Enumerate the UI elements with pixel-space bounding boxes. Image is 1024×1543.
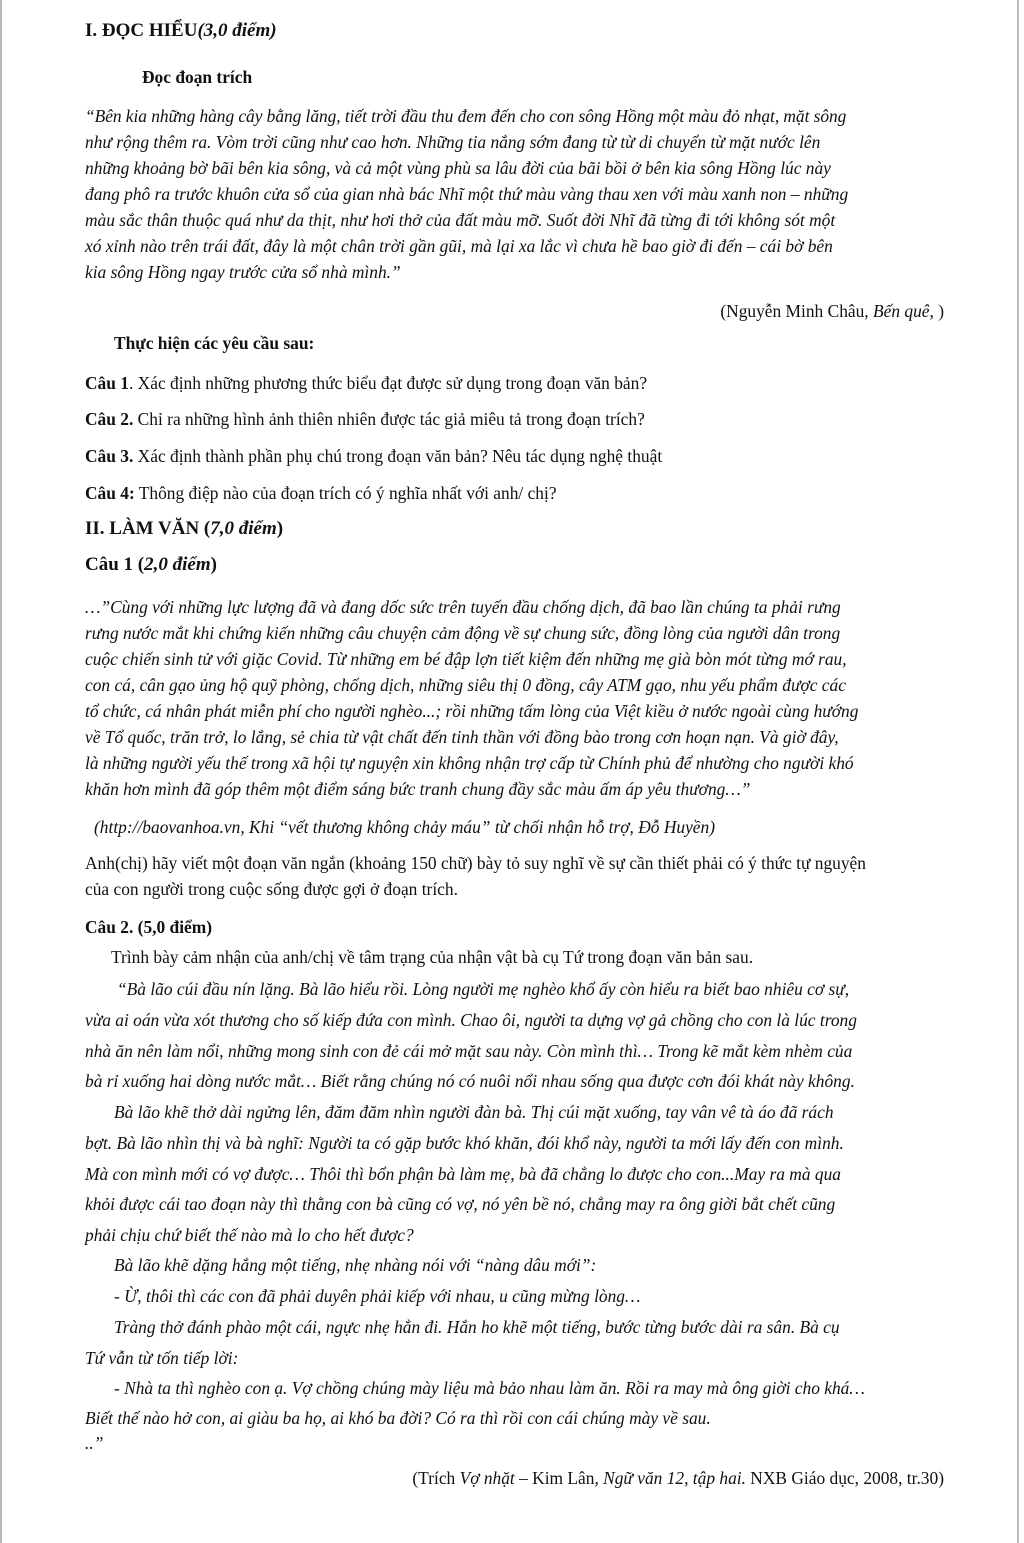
passage-1-line: như rộng thêm ra. Vòm trời cũng như cao hơn. Những tia nắng sớm đang từ từ di chuyển từ mặt nước lên — [85, 132, 821, 152]
cau-1-heading: Câu 1 (2,0 điểm) — [85, 554, 217, 575]
question-2: Câu 2. Chỉ ra những hình ảnh thiên nhiên được tác giả miêu tả trong đoạn trích? — [85, 409, 645, 429]
section-1-heading — [85, 20, 277, 42]
passage-1-line: những khoảng bờ bãi bên kia sông, và cả một vùng phù sa lâu đời của bãi bồi ở bên kia sông Hồng lúc này — [85, 158, 831, 178]
passage-2-line: con cá, cân gạo ủng hộ quỹ phòng, chống dịch, những siêu thị 0 đồng, cây ATM gạo, nhu yếu phẩm được các — [85, 675, 846, 695]
cau-2-prompt: Trình bày cảm nhận của anh/chị về tâm trạng của nhận vật bà cụ Tứ trong đoạn văn bản sau. — [111, 947, 754, 967]
passage-3-line: phải chịu chứ biết thế nào mà lo cho hết được? — [85, 1225, 414, 1245]
passage-2-line: rưng nước mắt khi chứng kiến những câu chuyện cảm động về sự chung sức, đồng lòng của người dân trong — [85, 623, 841, 643]
requirements-heading: Thực hiện các yêu cầu sau: — [114, 333, 315, 353]
passage-1-line: xó xỉnh nào trên trái đất, đây là một chân trời gần gũi, mà lại xa lắc vì chưa hề bao giờ đi đến – cái bờ bên — [85, 236, 833, 256]
passage-3-line: vừa ai oán vừa xót thương cho số kiếp đứa con mình. Chao ôi, người ta dựng vợ gả chồng cho con là lúc trong — [85, 1010, 857, 1030]
passage-2-line: là những người yếu thế trong xã hội tự nguyện xin không nhận trợ cấp từ Chính phủ để nhường cho người khó — [85, 753, 854, 773]
passage-3-line: Tứ vẫn từ tốn tiếp lời: — [85, 1348, 239, 1368]
right-edge-line — [1017, 0, 1019, 1543]
cau-1-prompt-line: của con người trong cuộc sống được gợi ở đoạn trích. — [85, 879, 458, 899]
passage-2-line: …”Cùng với những lực lượng đã và đang dốc sức trên tuyến đầu chống dịch, đã bao lần chúng ta phải rưng — [85, 597, 841, 617]
section-2-heading: II. LÀM VĂN (7,0 điểm) — [85, 518, 284, 539]
passage-3-citation: (Trích Vợ nhặt – Kim Lân, Ngữ văn 12, tập hai. NXB Giáo dục, 2008, tr.30) — [412, 1468, 944, 1488]
left-edge-line — [0, 0, 2, 1543]
passage-1-line: “Bên kia những hàng cây bằng lăng, tiết trời đầu thu đem đến cho con sông Hồng một màu đỏ nhạt, mặt sông — [85, 106, 847, 126]
question-3: Câu 3. Xác định thành phần phụ chú trong đoạn văn bản? Nêu tác dụng nghệ thuật — [85, 446, 663, 466]
passage-3-line: Bà lão khẽ dặng hắng một tiếng, nhẹ nhàng nói với “nàng dâu mới”: — [114, 1255, 597, 1275]
doc-doan-trich-label: Đọc đoạn trích — [142, 67, 253, 87]
passage-3-line: Mà con mình mới có vợ được… Thôi thì bổn phận bà làm mẹ, bà đã chẳng lo được cho con...May ra mà qua — [85, 1164, 841, 1184]
passage-3-line: khỏi được cái tao đoạn này thì thằng con bà cũng có vợ, nó yên bề nó, chẳng may ra ông giời bắt chết cũng — [85, 1194, 836, 1214]
passage-2-line: tổ chức, cá nhân phát miễn phí cho người nghèo...; rồi những tấm lòng của Việt kiều ở nước ngoài cùng hướng — [85, 701, 859, 721]
passage-2-line: về Tổ quốc, trăn trở, lo lắng, sẻ chia từ vật chất đến tinh thần với đồng bào trong cơn hoạn nạn. Và giờ đây, — [85, 727, 839, 747]
passage-1-line: kia sông Hồng ngay trước cửa sổ nhà mình.” — [85, 262, 401, 282]
cau-1-prompt-line: Anh(chị) hãy viết một đoạn văn ngắn (khoảng 150 chữ) bày tỏ suy nghĩ về sự cần thiết phải có ý thức tự nguyện — [85, 853, 866, 873]
passage-3-line: Biết thế nào hở con, ai giàu ba họ, ai khó ba đời? Có ra thì rồi con cái chúng mày về sau. — [85, 1408, 711, 1428]
passage-1-line: màu sắc thân thuộc quá như da thịt, như hơi thở của đất màu mỡ. Suốt đời Nhĩ đã từng đi tới không sót một — [85, 210, 836, 230]
passage-3-line: “Bà lão cúi đầu nín lặng. Bà lão hiểu rồi. Lòng người mẹ nghèo khổ ấy còn hiểu ra biết bao nhiêu cơ sự, — [117, 979, 850, 999]
section-1-title: I. ĐỌC HIỂU — [85, 20, 198, 41]
cau-2-heading: Câu 2. (5,0 điểm) — [85, 917, 213, 937]
passage-3-line: Tràng thở đánh phào một cái, ngực nhẹ hẳn đi. Hắn ho khẽ một tiếng, bước từng bước dài ra sân. Bà cụ — [114, 1317, 840, 1337]
passage-3-line: nhà ăn nên làm nổi, những mong sinh con đẻ cái mở mặt sau này. Còn mình thì… Trong kẽ mắt kèm nhèm của — [85, 1041, 853, 1061]
passage-2-source: (http://baovanhoa.vn, Khi “vết thương không chảy máu” từ chối nhận hỗ trợ, Đỗ Huyền) — [94, 817, 716, 837]
passage-1-citation: (Nguyễn Minh Châu, Bến quê, ) — [720, 301, 944, 321]
passage-1-line: đang phô ra trước khuôn cửa sổ của gian nhà bác Nhĩ một thứ màu vàng thau xen với màu xanh non – những — [85, 184, 849, 204]
passage-3-line: - Ừ, thôi thì các con đã phải duyên phải kiếp với nhau, u cũng mừng lòng… — [114, 1286, 641, 1306]
passage-3-line: ..” — [85, 1433, 104, 1453]
question-4: Câu 4: Thông điệp nào của đoạn trích có ý nghĩa nhất với anh/ chị? — [85, 483, 557, 503]
question-1: Câu 1. Xác định những phương thức biểu đạt được sử dụng trong đoạn văn bản? — [85, 373, 648, 393]
passage-2-line: cuộc chiến sinh tử với giặc Covid. Từ những em bé đập lợn tiết kiệm đến những mẹ già bòn mót từng mớ rau, — [85, 649, 847, 669]
section-1-points: (3,0 điểm) — [197, 20, 277, 41]
passage-3-line: bà rỉ xuống hai dòng nước mắt… Biết rằng chúng nó có nuôi nổi nhau sống qua được cơn đói khát này không. — [85, 1071, 855, 1091]
passage-3-line: bợt. Bà lão nhìn thị và bà nghĩ: Người ta có gặp bước khó khăn, đói khổ này, người ta mới lấy đến con mình. — [85, 1133, 844, 1153]
passage-3-line: - Nhà ta thì nghèo con ạ. Vợ chồng chúng mày liệu mà bảo nhau làm ăn. Rồi ra may mà ông giời cho khá… — [114, 1378, 865, 1398]
passage-3-line: Bà lão khẽ thở dài ngửng lên, đăm đăm nhìn người đàn bà. Thị cúi mặt xuống, tay vân vê tà áo đã rách — [114, 1102, 834, 1122]
passage-2-line: khăn hơn mình đã góp thêm một điểm sáng bức tranh chung đầy sắc màu ấm áp yêu thương…” — [85, 779, 751, 799]
